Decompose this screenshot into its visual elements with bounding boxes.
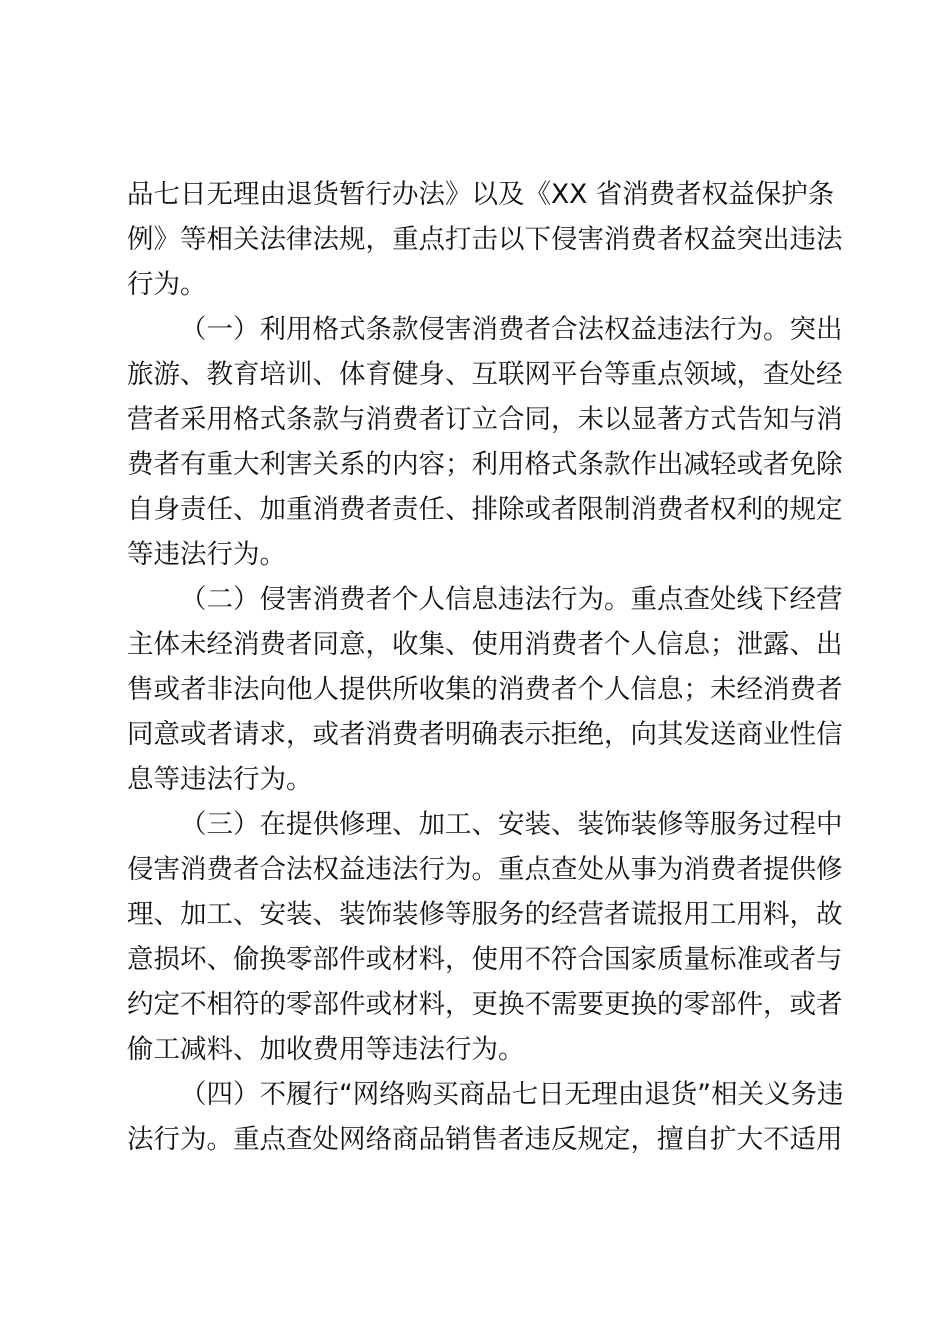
text-line: 费者有重大利害关系的内容；利用格式条款作出减轻或者免除 [127,449,843,480]
text-line: 侵害消费者合法权益违法行为。重点查处从事为消费者提供修 [127,854,843,885]
text-line: 法行为。重点查处网络商品销售者违反规定，擅自扩大不适用 [127,1124,843,1155]
text-line: 等违法行为。 [127,539,286,570]
text-line: 品七日无理由退货暂行办法》以及《XX 省消费者权益保护条 [127,179,835,210]
text-line: 主体未经消费者同意，收集、使用消费者个人信息；泄露、出 [127,629,843,660]
text-line: 行为。 [127,269,207,300]
text-line: 例》等相关法律法规，重点打击以下侵害消费者权益突出违法 [127,224,843,255]
text-line: 息等违法行为。 [127,764,313,795]
section-3-heading-line: （三）在提供修理、加工、安装、装饰装修等服务过程中 [180,809,843,840]
text-line: 理、加工、安装、装饰装修等服务的经营者谎报用工用料，故 [127,899,843,930]
section-1-heading-line: （一）利用格式条款侵害消费者合法权益违法行为。突出 [180,314,843,345]
section-4-heading-line: （四）不履行“网络购买商品七日无理由退货”相关义务违 [180,1079,844,1110]
text-line: 售或者非法向他人提供所收集的消费者个人信息；未经消费者 [127,674,843,705]
text-line: 自身责任、加重消费者责任、排除或者限制消费者权利的规定 [127,494,843,525]
section-2-heading-line: （二）侵害消费者个人信息违法行为。重点查处线下经营 [180,584,843,615]
text-line: 意损坏、偷换零部件或材料，使用不符合国家质量标准或者与 [127,944,843,975]
text-line: 旅游、教育培训、体育健身、互联网平台等重点领域，查处经 [127,359,843,390]
text-line: 同意或者请求，或者消费者明确表示拒绝，向其发送商业性信 [127,719,843,750]
text-line: 营者采用格式条款与消费者订立合同，未以显著方式告知与消 [127,404,843,435]
text-line: 偷工减料、加收费用等违法行为。 [127,1034,525,1065]
text-line: 约定不相符的零部件或材料，更换不需要更换的零部件，或者 [127,989,843,1020]
